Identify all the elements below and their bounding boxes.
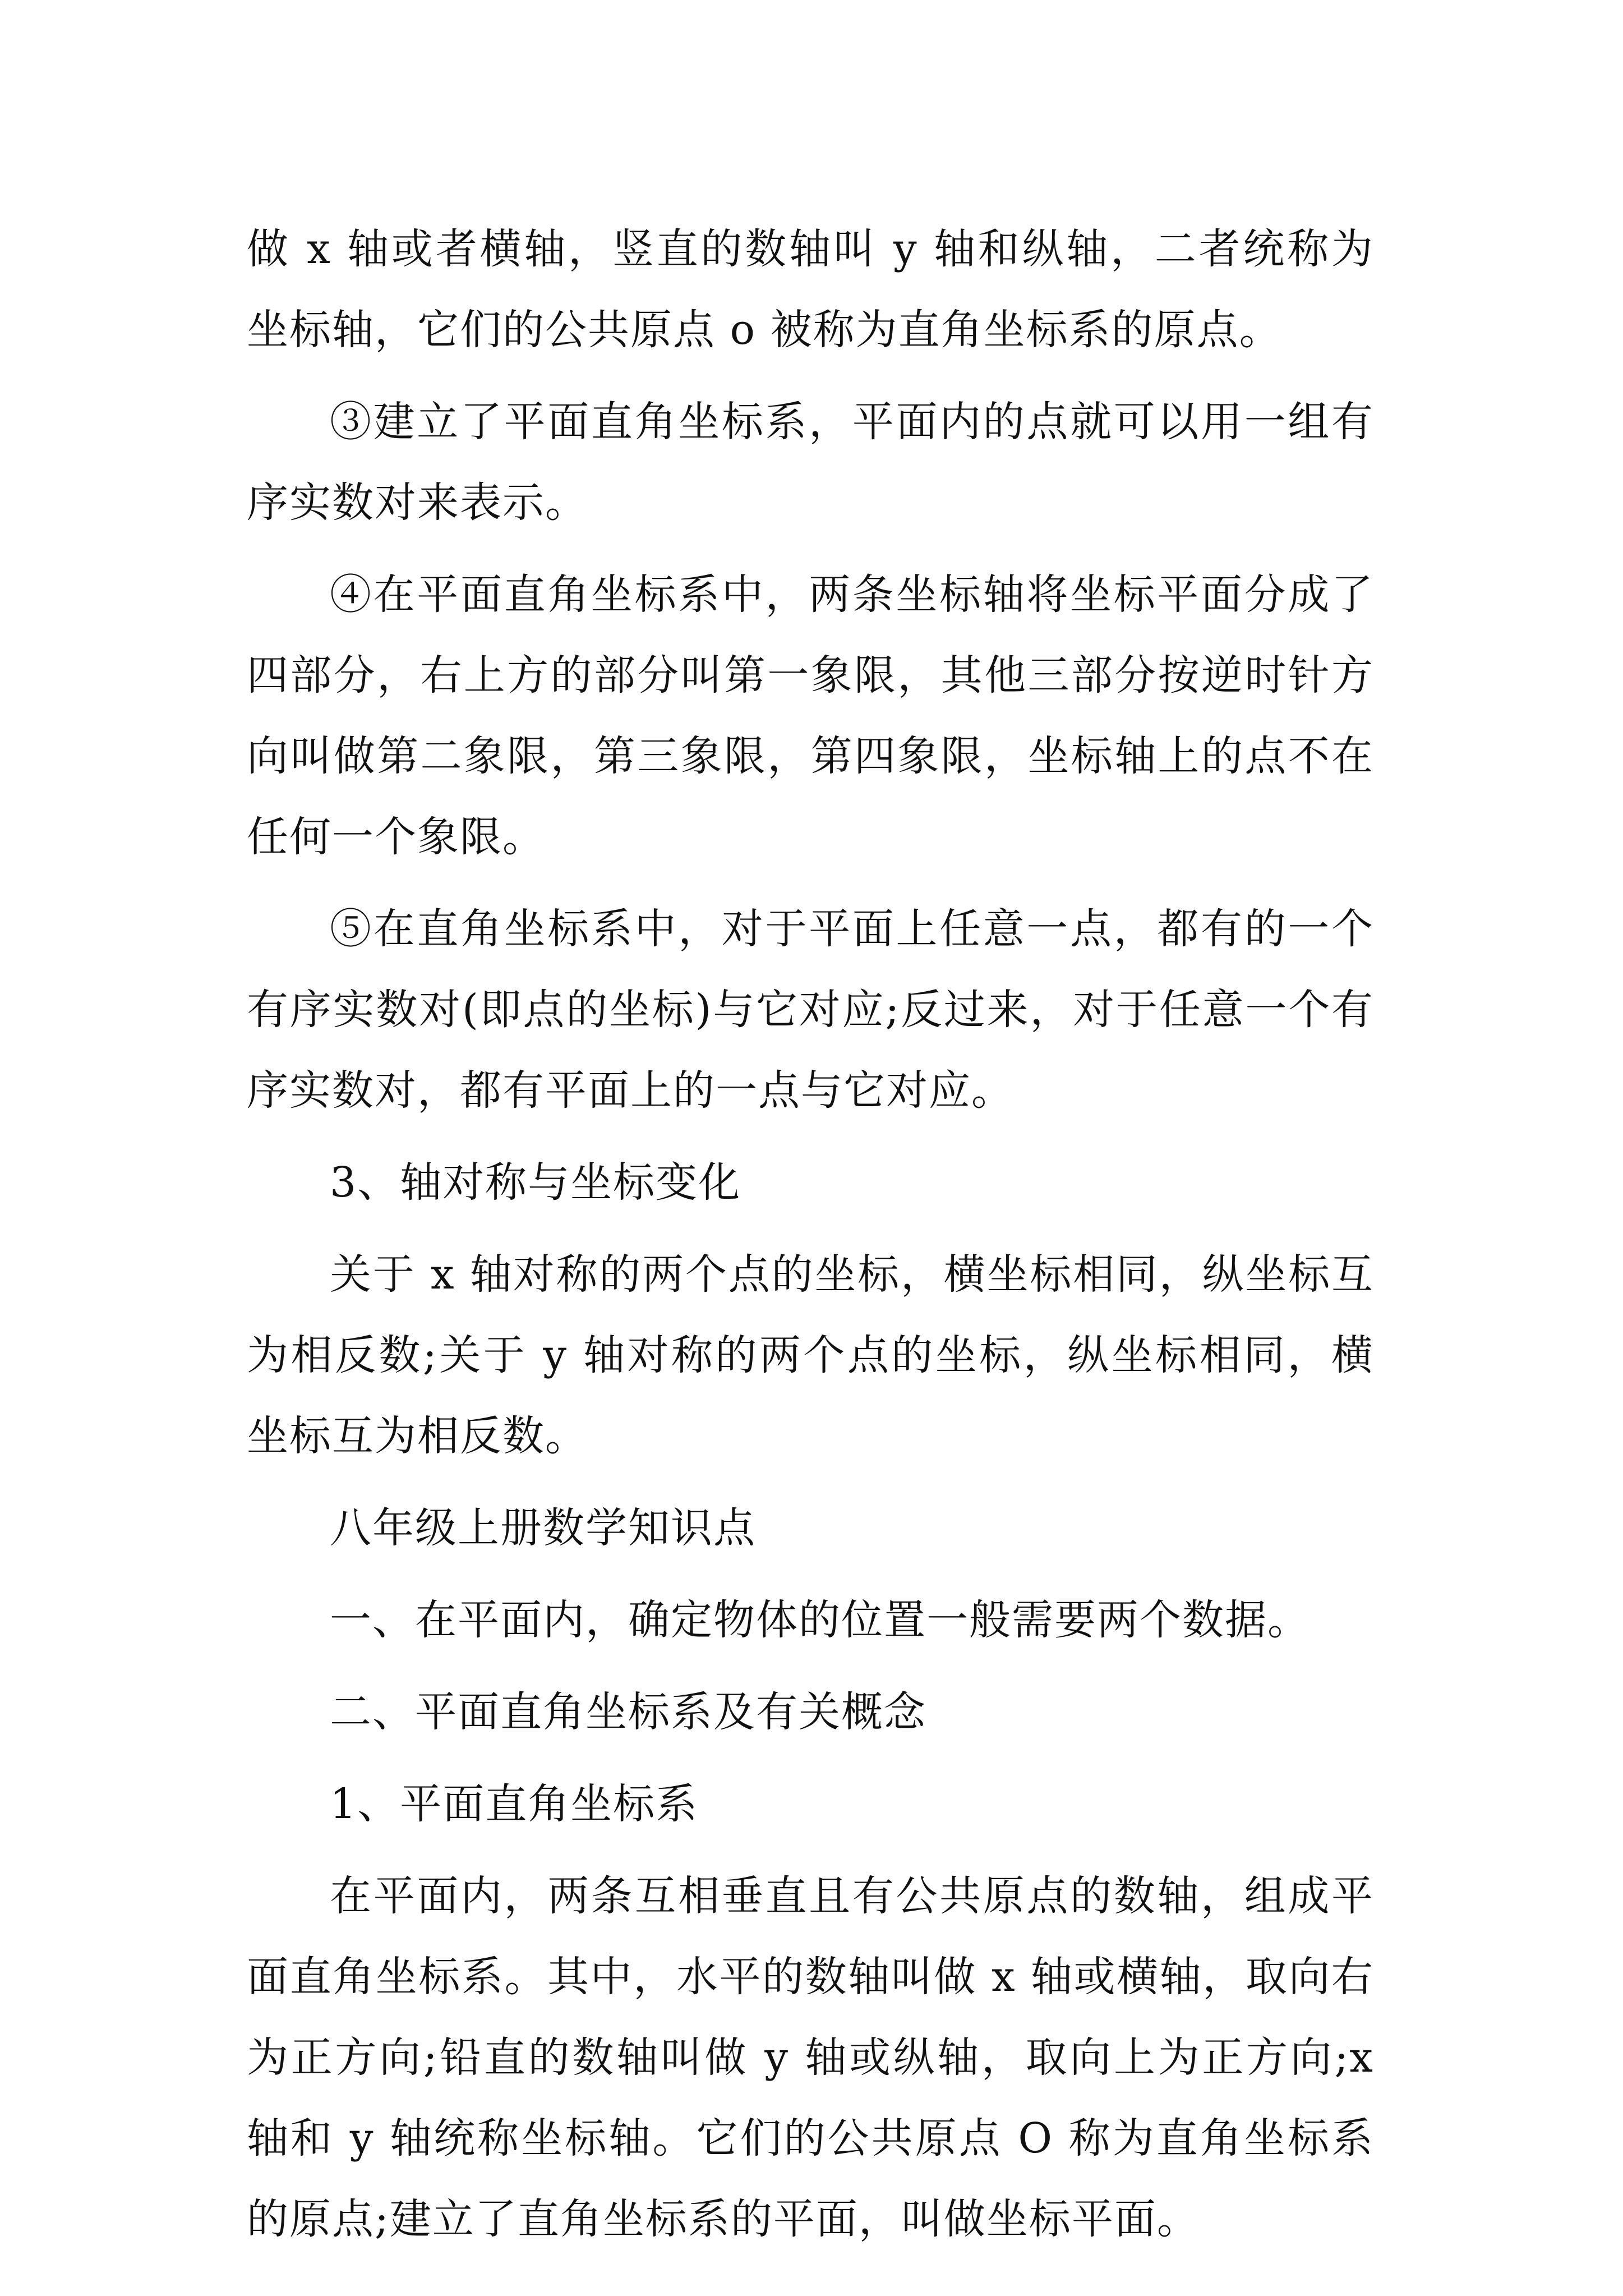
paragraph-axes-continuation: 做 x 轴或者横轴，竖直的数轴叫 y 轴和纵轴，二者统称为坐标轴，它们的公共原点 o 被称为直角坐标系的原点。 — [247, 225, 1374, 354]
paragraph-correspondence: ⑤在直角坐标系中，对于平面上任意一点，都有的一个有序实数对(即点的坐标)与它对应;反过来，对于任意一个有序实数对，都有平面上的一点与它对应。 — [247, 905, 1374, 1115]
subheading-coordinate-system: 1、平面直角坐标系 — [330, 1780, 699, 1828]
heading-point-two: 二、平面直角坐标系及有关概念 — [330, 1688, 926, 1736]
section-heading-symmetry: 3、轴对称与坐标变化 — [330, 1158, 741, 1207]
paragraph-ordered-pair: ③建立了平面直角坐标系，平面内的点就可以用一组有序实数对来表示。 — [247, 398, 1374, 527]
document-body — [247, 209, 1374, 2260]
paragraph-quadrants: ④在平面直角坐标系中，两条坐标轴将坐标平面分成了四部分，右上方的部分叫第一象限，其他三部分按逆时针方向叫做第二象限，第三象限，第四象限，坐标轴上的点不在任何一个象限。 — [247, 570, 1374, 861]
paragraph-symmetry: 关于 x 轴对称的两个点的坐标，横坐标相同，纵坐标互为相反数;关于 y 轴对称的两个点的坐标，纵坐标相同，横坐标互为相反数。 — [247, 1250, 1374, 1460]
heading-point-one: 一、在平面内，确定物体的位置一般需要两个数据。 — [330, 1596, 1310, 1644]
section-title-grade8: 八年级上册数学知识点 — [330, 1504, 756, 1552]
paragraph-coordinate-definition: 在平面内，两条互相垂直且有公共原点的数轴，组成平面直角坐标系。其中，水平的数轴叫做 x 轴或横轴，取向右为正方向;铅直的数轴叫做 y 轴或纵轴，取向上为正方向;x 轴和 y 轴统称坐标轴。它们的公共原点 O 称为直角坐标系的原点;建立了直角坐标系的平面，叫做坐标平面。 — [247, 1872, 1374, 2243]
